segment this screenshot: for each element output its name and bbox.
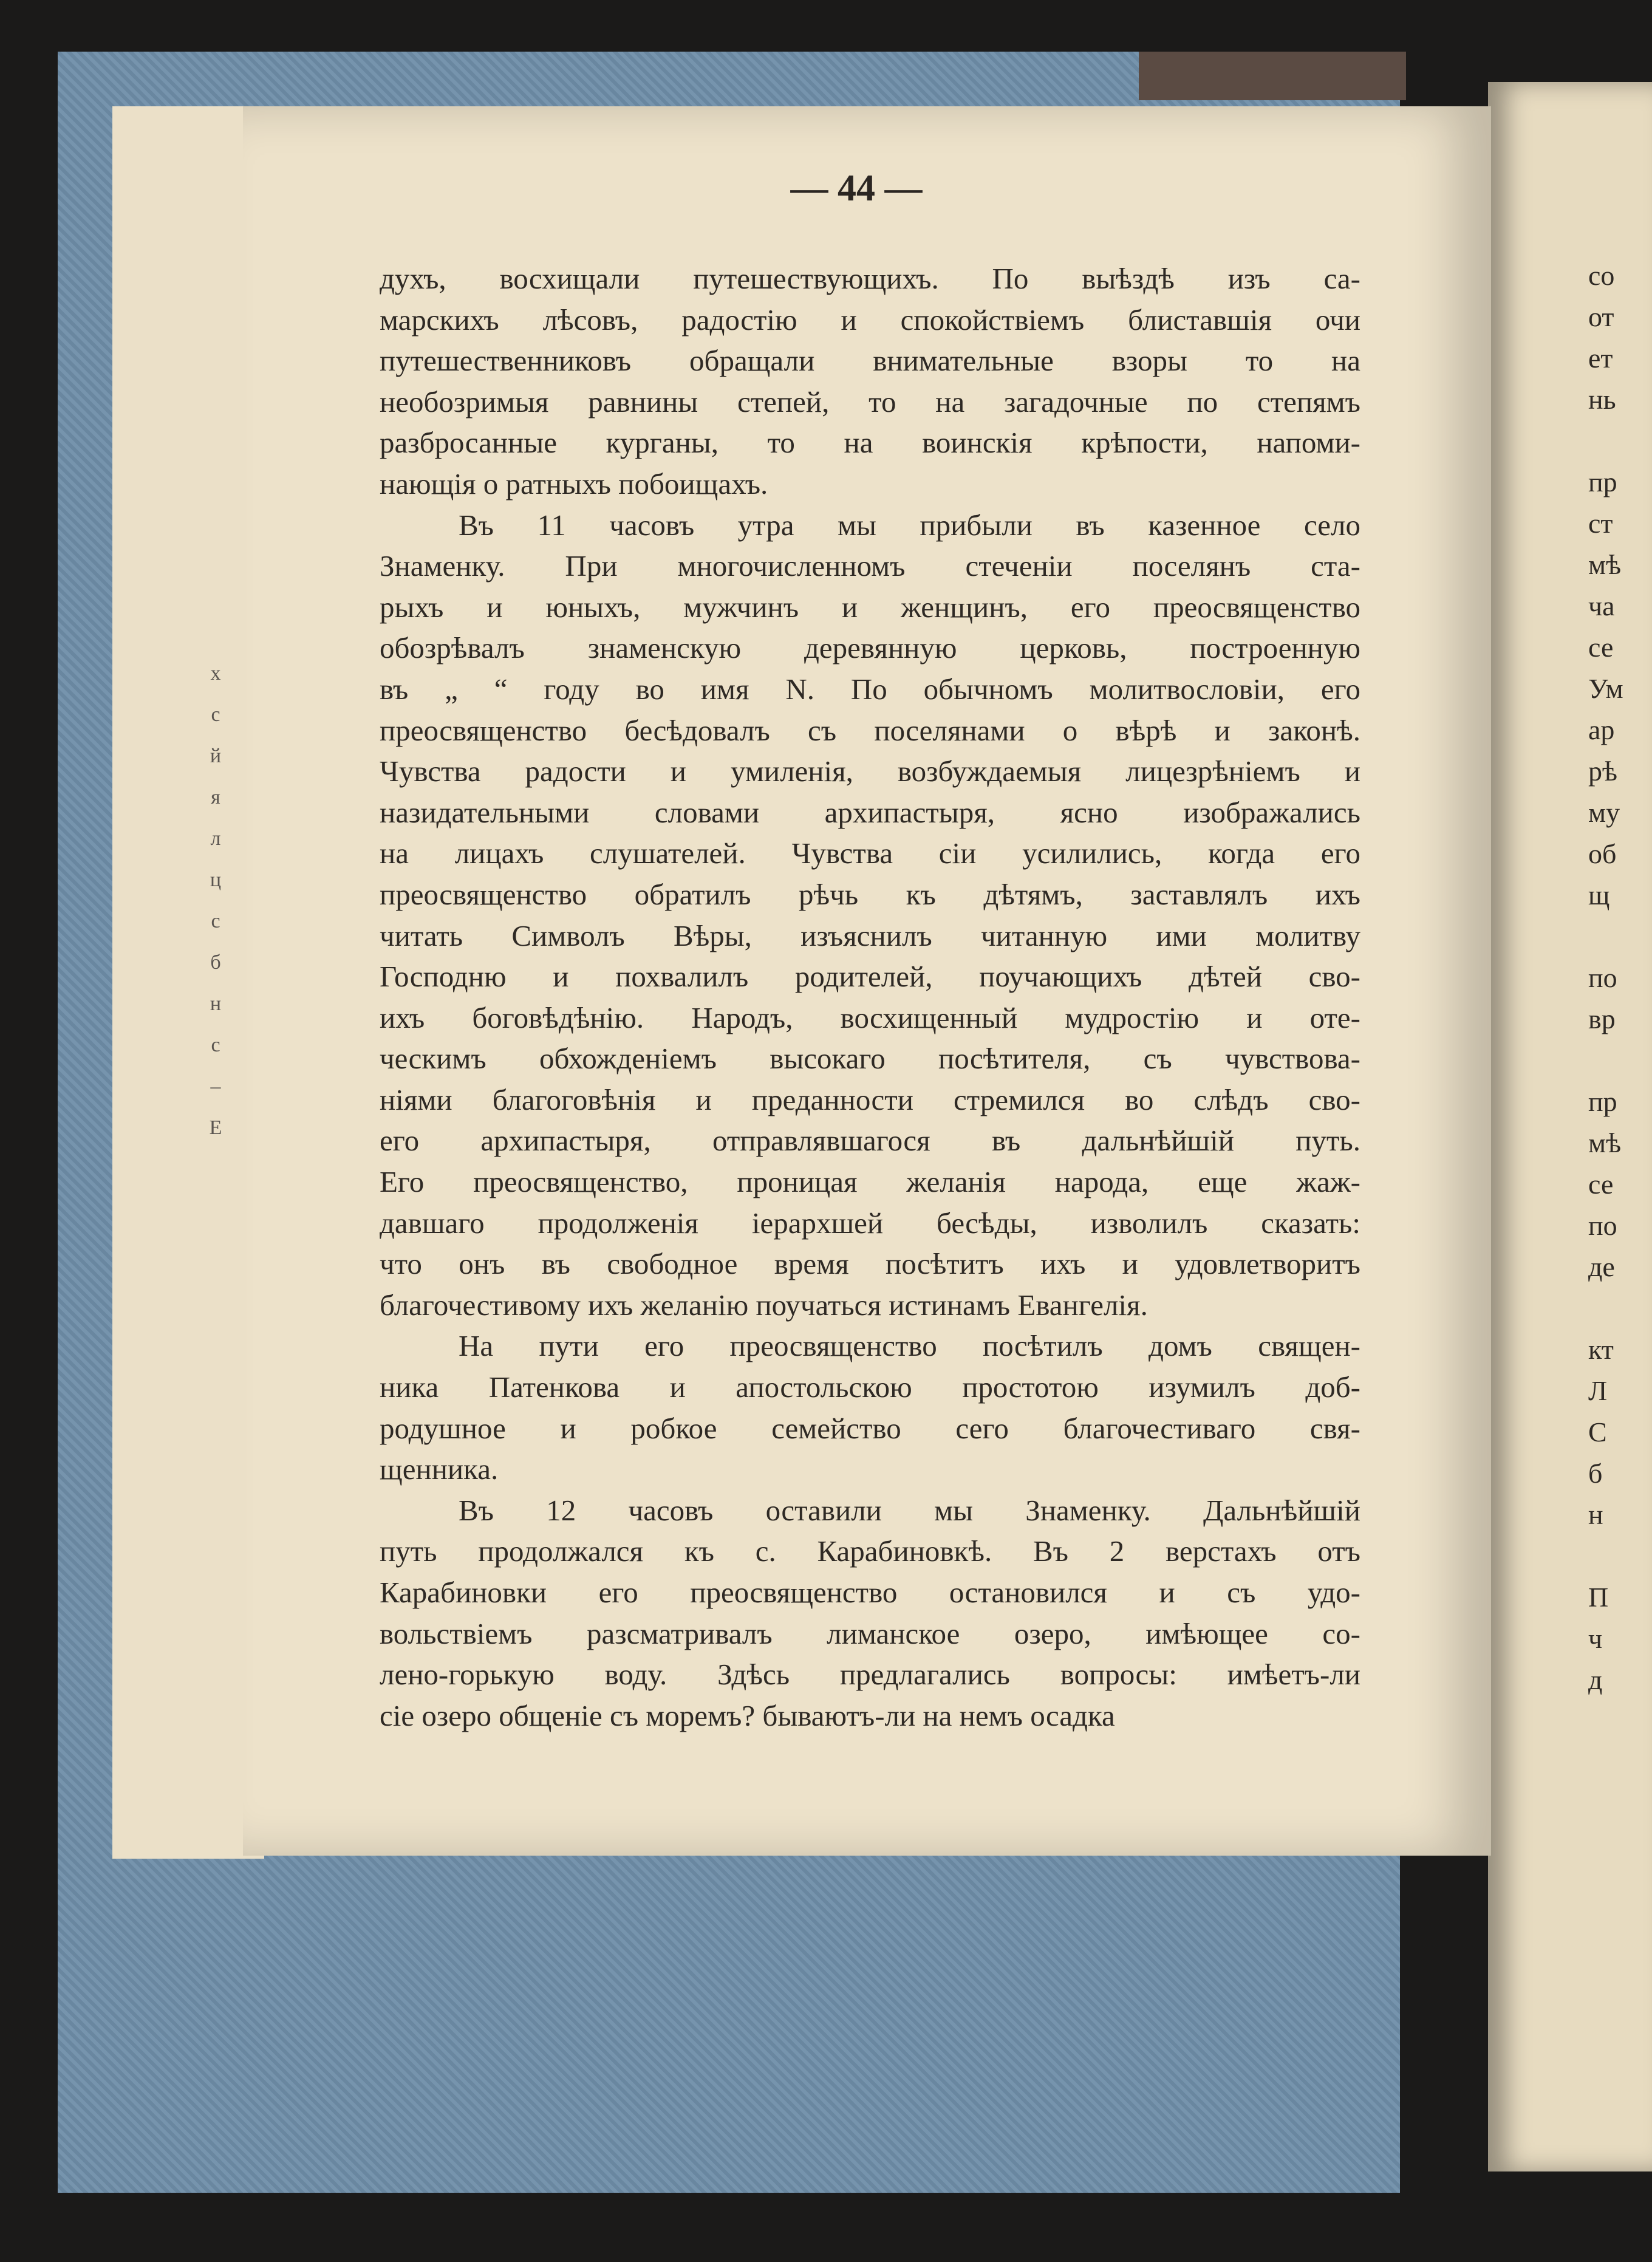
text-line: преосвященство обратилъ рѣчь къ дѣтямъ, заставлялъ ихъ xyxy=(380,877,1360,911)
facing-fragment xyxy=(1588,1288,1652,1329)
text-line: Господню и похвалилъ родителей, поучающихъ дѣтей сво- xyxy=(380,960,1360,994)
margin-letter: я xyxy=(211,786,220,808)
text-line: рыхъ и юныхъ, мужчинъ и женщинъ, его преосвященство xyxy=(380,590,1360,624)
text-line: нающія о ратныхъ побоищахъ. xyxy=(380,466,768,501)
text-line: ника Патенкова и апостольскою простотою изумилъ доб- xyxy=(380,1370,1360,1404)
text-line: Его преосвященство, проницая желанія народа, еще жаж- xyxy=(380,1165,1360,1199)
facing-fragment xyxy=(1588,916,1652,957)
facing-fragment: де xyxy=(1588,1251,1615,1282)
text-line: давшаго продолженія іерархшей бесѣды, изволилъ сказать: xyxy=(380,1206,1360,1240)
facing-fragment: б xyxy=(1588,1458,1603,1489)
facing-page-text xyxy=(1588,255,1652,1701)
text-line: что онъ въ свободное время посѣтитъ ихъ и удовлетворитъ xyxy=(380,1247,1360,1281)
margin-letter: й xyxy=(210,745,222,767)
facing-fragment: д xyxy=(1588,1664,1603,1695)
text-line: на лицахъ слушателей. Чувства сіи усилились, когда его xyxy=(380,836,1360,870)
text-line: разбросанные курганы, то на воинскія крѣпости, напоми- xyxy=(380,426,1360,460)
facing-fragment: со xyxy=(1588,260,1615,291)
margin-letter: Е xyxy=(209,1116,222,1139)
margin-letter: с xyxy=(211,1034,220,1056)
facing-fragment: С xyxy=(1588,1416,1607,1447)
text-line: лено-горькую воду. Здѣсь предлагались вопросы: имѣетъ-ли xyxy=(380,1658,1360,1692)
facing-fragment: Ум xyxy=(1588,673,1623,704)
facing-fragment: пр xyxy=(1588,1086,1617,1117)
text-line: вольствіемъ разсматривалъ лиманское озеро, имѣющее со- xyxy=(380,1616,1360,1650)
text-line: духъ, восхищали путешествующихъ. По выѣздѣ изъ са- xyxy=(380,262,1360,295)
facing-fragment: н xyxy=(1588,1499,1603,1530)
text-line: необозримыя равнины степей, то на загадочные по степямъ xyxy=(380,384,1360,419)
text-line: Знаменку. При многочисленномъ стеченіи поселянъ ста- xyxy=(380,549,1360,583)
facing-fragment: кт xyxy=(1588,1334,1614,1365)
text-line: назидательными словами архипастыря, ясно изображались xyxy=(380,795,1360,829)
facing-fragment: Л xyxy=(1588,1375,1608,1406)
facing-fragment: ч xyxy=(1588,1623,1603,1654)
margin-letter: н xyxy=(210,993,222,1015)
facing-fragment: нь xyxy=(1588,384,1616,415)
paragraph xyxy=(380,505,1360,1326)
facing-fragment: ет xyxy=(1588,343,1613,374)
facing-fragment: пр xyxy=(1588,466,1617,497)
text-line: родушное и робкое семейство сего благочестиваго свя- xyxy=(380,1411,1360,1445)
page-text xyxy=(380,258,1360,1736)
facing-fragment: рѣ xyxy=(1588,756,1617,787)
text-line: путь продолжался къ с. Карабиновкѣ. Въ 2 верстахъ отъ xyxy=(380,1534,1360,1568)
facing-fragment: ар xyxy=(1588,714,1615,745)
margin-letter: х xyxy=(210,662,221,685)
facing-fragment: по xyxy=(1588,962,1617,993)
page-number: — 44 — xyxy=(790,168,923,209)
margin-letter: с xyxy=(211,703,220,726)
facing-fragment xyxy=(1588,1040,1652,1081)
margin-letter: – xyxy=(210,1075,221,1098)
facing-fragment: об xyxy=(1588,838,1617,869)
margin-letter: б xyxy=(210,951,221,974)
facing-fragment: се xyxy=(1588,1169,1614,1200)
margin-letter: с xyxy=(211,910,220,932)
facing-fragment: се xyxy=(1588,632,1614,663)
text-line: его архипастыря, отправлявшагося въ дальнѣйшій путь. xyxy=(380,1124,1360,1158)
text-line: обозрѣвалъ знаменскую деревянную церковь, построенную xyxy=(380,631,1360,665)
facing-fragment xyxy=(1588,1536,1652,1577)
endpaper xyxy=(112,106,264,1859)
facing-fragment: му xyxy=(1588,797,1620,828)
facing-fragment: П xyxy=(1588,1582,1609,1613)
paragraph xyxy=(380,258,1360,505)
spine-strip xyxy=(1139,52,1406,100)
text-line: щенника. xyxy=(380,1452,499,1486)
margin-bleedthrough xyxy=(203,662,228,1158)
facing-fragment: вр xyxy=(1588,1003,1616,1034)
facing-fragment: щ xyxy=(1588,880,1610,911)
text-line: марскихъ лѣсовъ, радостію и спокойствіемъ блиставшія очи xyxy=(380,302,1360,337)
facing-fragment xyxy=(1588,420,1652,462)
text-line: преосвященство бесѣдовалъ съ поселянами о вѣрѣ и законѣ. xyxy=(380,713,1360,747)
facing-fragment: ча xyxy=(1588,590,1615,621)
margin-letter: ц xyxy=(210,869,222,891)
text-line: Чувства радости и умиленія, возбуждаемыя лицезрѣніемъ и xyxy=(380,754,1360,788)
margin-letter: л xyxy=(210,827,221,850)
facing-fragment: мѣ xyxy=(1588,549,1622,580)
paragraph xyxy=(380,1325,1360,1489)
text-line: сіе озеро общеніе съ моремъ? бываютъ-ли на немъ осадка xyxy=(380,1698,1115,1732)
text-line: читать Символъ Вѣры, изъяснилъ читанную ими молитву xyxy=(380,918,1360,952)
text-line: ческимъ обхожденіемъ высокаго посѣтителя, съ чувствова- xyxy=(380,1042,1360,1076)
text-line: Карабиновки его преосвященство остановился и съ удо- xyxy=(380,1576,1360,1609)
text-line: въ „ “ году во имя N. По обычномъ молитвословіи, его xyxy=(380,672,1360,706)
facing-fragment: ст xyxy=(1588,508,1613,539)
text-line: ніями благоговѣнія и преданности стремился во слѣдъ сво- xyxy=(380,1082,1360,1116)
facing-fragment: по xyxy=(1588,1210,1617,1241)
text-line: Въ 12 часовъ оставили мы Знаменку. Дальнѣйшій xyxy=(459,1493,1360,1527)
paragraph xyxy=(380,1490,1360,1737)
text-line: путешественниковъ обращали внимательные взоры то на xyxy=(380,344,1360,378)
text-line: благочестивому ихъ желанію поучаться истинамъ Евангелія. xyxy=(380,1288,1148,1322)
text-line: ихъ боговѣдѣнію. Народъ, восхищенный мудростію и оте- xyxy=(380,1000,1360,1034)
text-line: Въ 11 часовъ утра мы прибыли въ казенное село xyxy=(459,508,1360,542)
text-line: На пути его преосвященство посѣтилъ домъ священ- xyxy=(459,1329,1360,1363)
facing-fragment: мѣ xyxy=(1588,1127,1622,1158)
facing-fragment: от xyxy=(1588,301,1614,332)
